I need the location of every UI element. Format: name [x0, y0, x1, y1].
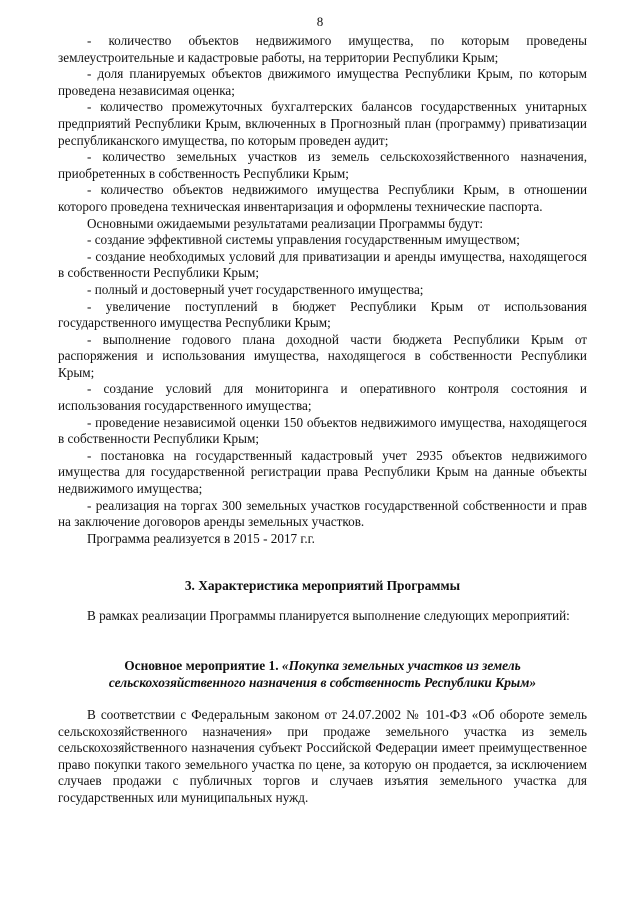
indicator-item: - количество объектов недвижимого имущества Республики Крым, в отношении которого проведена техническая инвентаризация и оформлены технические паспорта.: [58, 182, 587, 214]
section-intro: В рамках реализации Программы планируется выполнение следующих мероприятий:: [87, 608, 570, 624]
indicator-item: - количество земельных участков из земель сельскохозяйственного назначения, приобретенных в собственность Республики Крым;: [58, 149, 587, 181]
spacer: [58, 594, 587, 608]
result-item: - полный и достоверный учет государственного имущества;: [87, 281, 424, 297]
program-period: Программа реализуется в 2015 - 2017 г.г.: [87, 530, 315, 546]
results-intro: Основными ожидаемыми результатами реализации Программы будут:: [87, 215, 484, 231]
event-label: Основное мероприятие 1.: [124, 658, 279, 673]
page-number: 8: [316, 14, 324, 29]
result-item: - создание эффективной системы управления государственным имуществом;: [87, 232, 520, 248]
spacer: [58, 547, 587, 577]
event-title: «Покупка земельных участков из земель сельскохозяйственного назначения в собственность Республики Крым»: [108, 658, 537, 690]
result-item: - выполнение годового плана доходной части бюджета Республики Крым от распоряжения и использования имущества, находящегося в собственности Республики Крым;: [58, 331, 587, 380]
page-content: [58, 33, 587, 807]
indicator-item: - доля планируемых объектов движимого имущества Республики Крым, по которым проведена независимая оценка;: [58, 66, 587, 98]
result-item: - увеличение поступлений в бюджет Республики Крым от использования государственного имущества Республики Крым;: [58, 298, 587, 331]
event-heading: [58, 657, 587, 691]
result-item: - создание условий для мониторинга и оперативного контроля состояния и использования государственного имущества;: [58, 381, 587, 414]
result-item: - проведение независимой оценки 150 объектов недвижимого имущества, находящегося в собственности Республики Крым;: [58, 414, 587, 447]
spacer: [58, 691, 587, 707]
event-text: В соответствии с Федеральным законом от 24.07.2002 № 101-ФЗ «Об обороте земель сельскохозяйственного назначения» при продаже земельного участка из земель сельскохозяйственного назначения субъект Российской Федерации имеет преимущественное право покупки такого земельного участка по цене, за которую он продается, за исключением случаев продажи с публичных торгов и случаев изъятия земельного участка для государственных или муниципальных нужд.: [58, 707, 587, 805]
result-item: - создание необходимых условий для приватизации и аренды имущества, находящегося в собственности Республики Крым;: [58, 248, 587, 281]
result-item: - реализация на торгах 300 земельных участков государственной собственности и прав на заключение договоров аренды земельных участков.: [58, 497, 587, 530]
spacer: [58, 625, 587, 657]
indicator-item: - количество промежуточных бухгалтерских балансов государственных унитарных предприятий Республики Крым, включенных в Прогнозный план (программу) приватизации республиканского имущества, по которым проведен аудит;: [58, 99, 587, 148]
indicator-item: - количество объектов недвижимого имущества, по которым проведены землеустроительные и кадастровые работы, на территории Республики Крым;: [58, 33, 587, 65]
section-heading: 3. Характеристика мероприятий Программы: [184, 578, 461, 594]
result-item: - постановка на государственный кадастровый учет 2935 объектов недвижимого имущества для государственной регистрации права Республики Крым на данные объекты недвижимого имущества;: [58, 447, 587, 497]
